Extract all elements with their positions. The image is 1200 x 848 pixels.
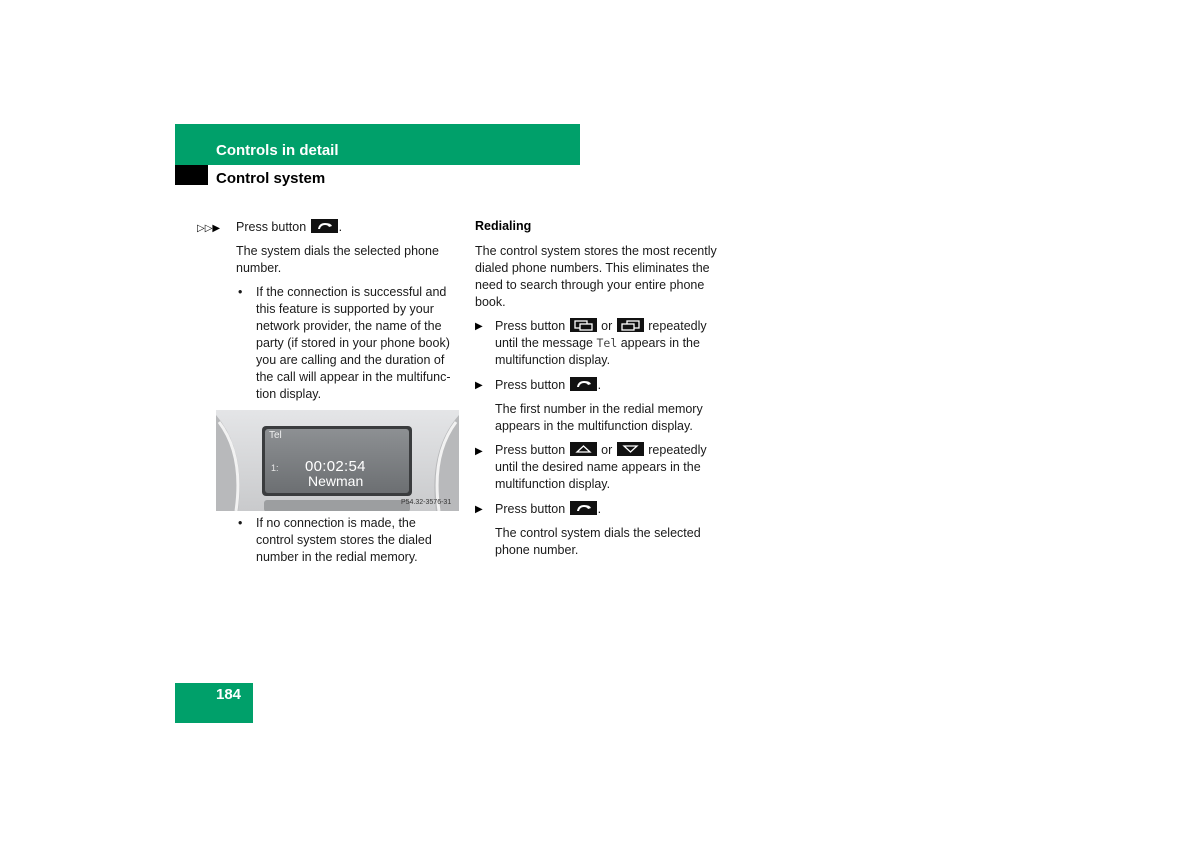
page-number-box (175, 683, 253, 723)
step-triangle-icon: ▶ (475, 380, 483, 391)
message-tel: Tel (596, 336, 618, 350)
caller-name: Newman (308, 473, 364, 489)
instrument-cluster-photo (216, 410, 459, 511)
arrow-up-icon (570, 442, 597, 456)
right-step-1-line2: until the message Tel appears in the (495, 336, 700, 350)
bullet-2-text: If no connection is made, the control system stores the dialed number in the redial memory. (256, 516, 432, 564)
phone-send-icon (570, 377, 597, 391)
right-step-2-result: The first number in the redial memory appears in the multifunction display. (495, 402, 703, 433)
left-step-1-result: The system dials the selected phone number. (236, 244, 439, 275)
bullet-dot: • (238, 285, 243, 299)
step-triangle-icon: ▶ (475, 504, 483, 515)
step-triangle-icon: ▶ (212, 223, 221, 234)
right-step-4-result: The control system dials the selected phone number. (495, 526, 701, 557)
redialing-heading: Redialing (475, 219, 532, 233)
left-step-1: Press button . (236, 220, 343, 234)
bullet-dot: • (238, 516, 243, 530)
bullet-1-text: If the connection is successful and this feature is supported by your network provider, the name of the party (if stored in your phone book) you are calling and the duration of the call will appear in the multifunc-tion display. (256, 285, 451, 401)
right-step-3-rest: until the desired name appears in the multifunction display. (495, 460, 701, 491)
figure-ref: P54.32-3576-31 (401, 499, 452, 506)
arrow-down-icon (617, 442, 644, 456)
display-index: 1: (271, 463, 279, 473)
section-title: Controls in detail (216, 142, 339, 159)
display-mode: Tel (269, 430, 282, 441)
continue-marker: ▷▷▶ (197, 223, 221, 234)
subsection-title: Control system (216, 170, 326, 187)
right-step-3: Press button or repeatedly (495, 443, 707, 457)
phone-send-icon (570, 501, 597, 515)
page-number: 184 (216, 686, 242, 703)
section-marker (175, 165, 208, 185)
step-triangle-icon: ▶ (475, 446, 483, 457)
page-back-icon (570, 318, 597, 332)
step-triangle-icon: ▶ (475, 321, 483, 332)
phone-send-icon (311, 219, 338, 233)
right-step-4: Press button . (495, 502, 602, 516)
page-forward-icon (617, 318, 644, 332)
right-step-1-line3: multifunction display. (495, 353, 611, 367)
redialing-intro: The control system stores the most recently dialed phone numbers. This eliminates the need to search through your entire phone book. (475, 244, 717, 309)
right-step-1: Press button or repeatedly (495, 319, 707, 333)
call-duration: 00:02:54 (305, 458, 366, 475)
right-step-2: Press button . (495, 378, 602, 392)
